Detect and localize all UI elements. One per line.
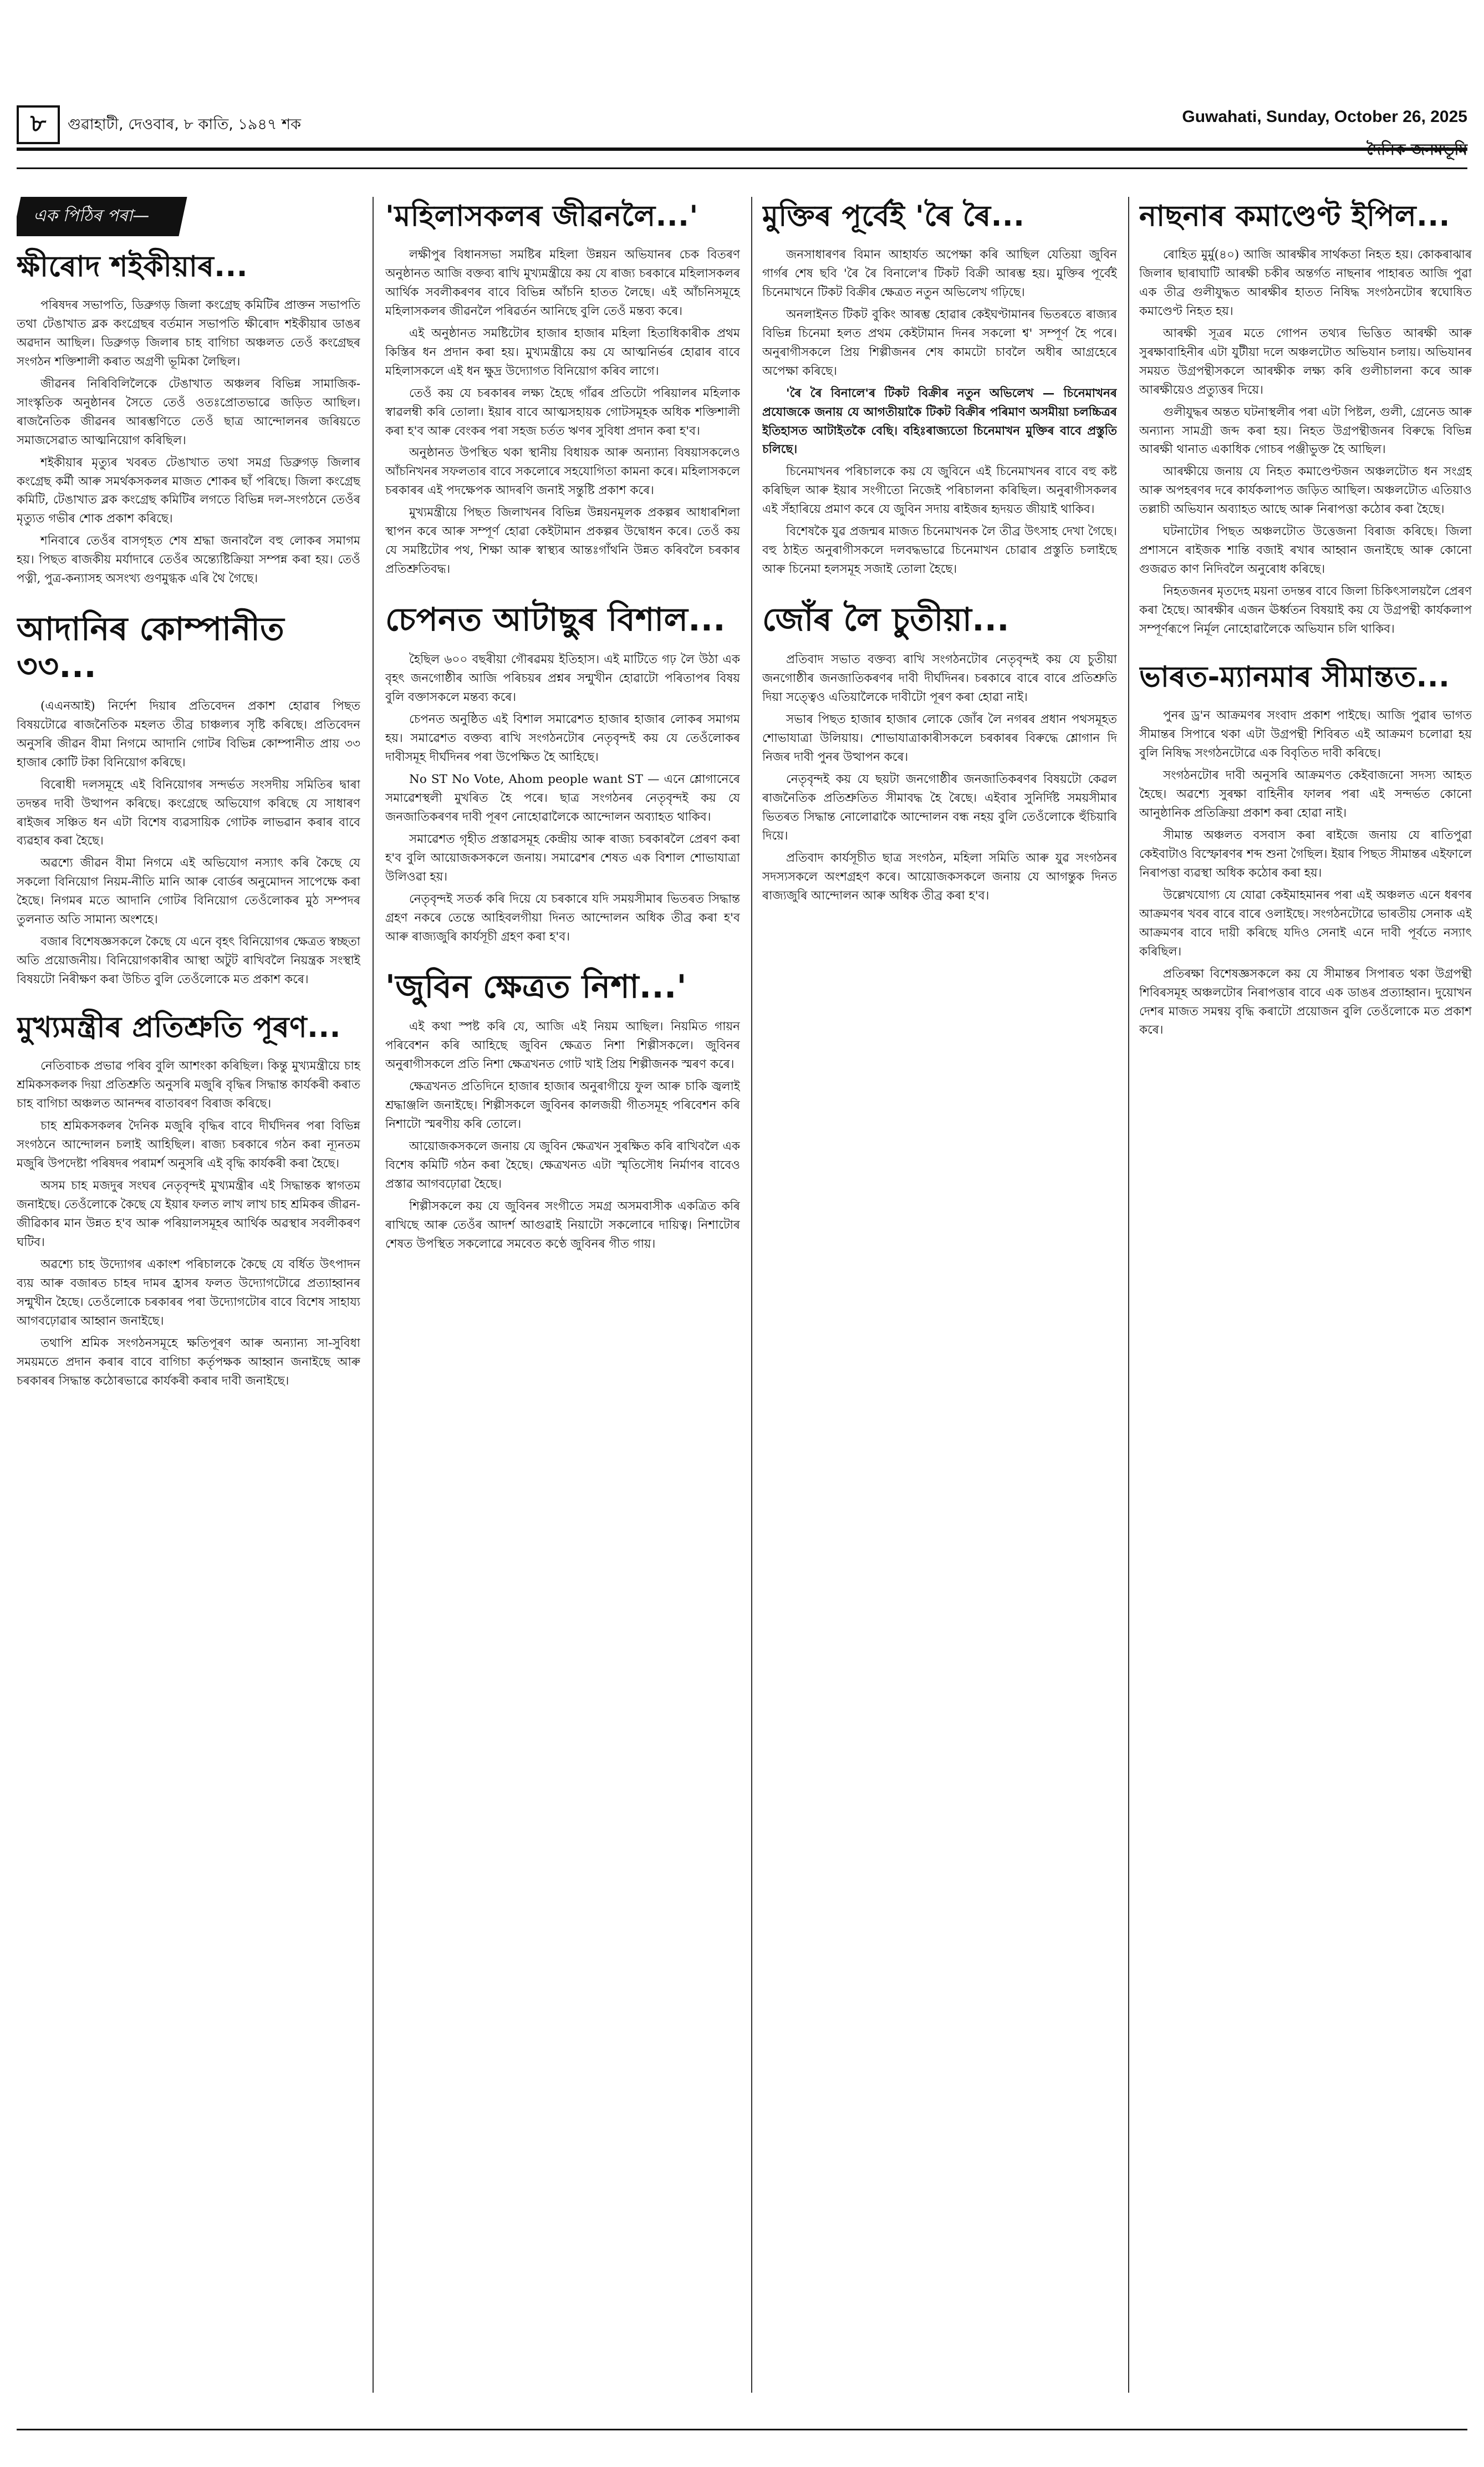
- paragraph: ক্ষেত্ৰখনত প্ৰতিদিনে হাজাৰ হাজাৰ অনুৰাগীয়ে ফুল আৰু চাকি জ্বলাই শ্ৰদ্ধাঞ্জলি জনাইছে। শিল্পীসকলে জুবিনৰ কালজয়ী গীতসমূহ পৰিবেশন কৰি নিশাটো স্মৰণীয় কৰি তোলে।: [385, 1080, 740, 1132]
- paragraph: শনিবাৰে তেওঁৰ বাসগৃহত শেষ শ্ৰদ্ধা জনাবলৈ বহু লোকৰ সমাগম হয়। পিছত ৰাজকীয় মৰ্যাদাৰে তেওঁৰ অন্ত্যেষ্টিক্ৰিয়া সম্পন্ন কৰা হয়। তেওঁ পত্নী, পুত্ৰ-কন্যাসহ অসংখ্য গুণমুগ্ধক এৰি থৈ গৈছে।: [17, 534, 360, 586]
- paragraph: বিশেষকৈ যুৱ প্ৰজন্মৰ মাজত চিনেমাখনক লৈ তীব্ৰ উৎসাহ দেখা গৈছে। বহু ঠাইত অনুৰাগীসকলে দলবদ্ধভাৱে চিনেমাখন চোৱাৰ প্ৰস্তুতি চলাইছে আৰু চিনেমা হলসমূহ সজাই তোলা হৈছে।: [762, 525, 1117, 577]
- paragraph: 'ৰৈ ৰৈ বিনালে'ৰ টিকট বিক্ৰীৰ নতুন অভিলেখ — চিনেমাখনৰ প্ৰযোজকে জনায় যে আগতীয়াকৈ টিকট বিক্ৰীৰ পৰিমাণ অসমীয়া চলচ্চিত্ৰৰ ইতিহাসত আটাইতকৈ বেছি। বহিঃৰাজ্যতো চিনেমাখন মুক্তিৰ বাবে প্ৰস্তুতি চলিছে।: [762, 386, 1117, 457]
- paragraph: আৰক্ষীয়ে জনায় যে নিহত কমাণ্ডেণ্টজন অঞ্চলটোত ধন সংগ্ৰহ আৰু অপহৰণৰ দৰে কাৰ্যকলাপত জড়িত আছিল। অঞ্চলটোত এতিয়াও তল্লাচী অভিযান অব্যাহত আছে আৰু নিৰাপত্তা কঠোৰ কৰা হৈছে।: [1139, 465, 1472, 517]
- article-headline: চেপনত আটাছুৰ বিশাল...: [385, 601, 726, 639]
- paragraph: ঘটনাটোৰ পিছত অঞ্চলটোত উত্তেজনা বিৰাজ কৰিছে। জিলা প্ৰশাসনে ৰাইজক শান্তি বজাই ৰখাৰ আহ্বান জনাইছে আৰু কোনো গুজৱত কাণ নিদিবলৈ অনুৰোধ কৰিছে।: [1139, 525, 1472, 577]
- column-divider: [751, 197, 752, 2393]
- date-assamese: গুৱাহাটী, দেওবাৰ, ৮ কাতি, ১৯৪৭ শক: [68, 116, 301, 133]
- paper-name: দৈনিক জনমভূমি: [1366, 140, 1467, 159]
- article-chief-minister-promise: [17, 1011, 360, 1390]
- paragraph: অৱশ্যে জীৱন বীমা নিগমে এই অভিযোগ নস্যাৎ কৰি কৈছে যে সকলো বিনিয়োগ নিয়ম-নীতি মানি আৰু বোৰ্ডৰ অনুমোদন সাপেক্ষে কৰা হৈছে। নিগমৰ মতে আদানি গোটৰ বিনিয়োগ তেওঁলোকৰ মুঠ সম্পদৰ তুলনাত অতি সামান্য অংশহে।: [17, 856, 360, 927]
- article-headline: 'জুবিন ক্ষেত্ৰত নিশা...': [385, 968, 687, 1006]
- article-women-lives: [385, 200, 740, 579]
- masthead: [17, 105, 1467, 177]
- header-rule: [17, 147, 1467, 151]
- column-divider: [1128, 197, 1129, 2393]
- paragraph: জীৱনৰ নিৰিবিলিলৈকে টেঙাখাত অঞ্চলৰ বিভিন্ন সামাজিক-সাংস্কৃতিক অনুষ্ঠানৰ সৈতে তেওঁ ওতঃপ্ৰোতভাৱে জড়িত আছিল। ৰাজনৈতিক জীৱনৰ আৰম্ভণিতে তেওঁ ছাত্ৰ আন্দোলনৰ জৰিয়তে সমাজসেৱাত আত্মনিয়োগ কৰিছিল।: [17, 377, 360, 447]
- article-body: [385, 650, 740, 947]
- paragraph: প্ৰতিবাদ সভাত বক্তব্য ৰাখি সংগঠনটোৰ নেতৃবৃন্দই কয় যে চুতীয়া জনগোষ্ঠীৰ জনজাতিকৰণৰ দাবী দীৰ্ঘদিনৰ। চৰকাৰে বাৰে বাৰে প্ৰতিশ্ৰুতি দিয়া সত্ত্বেও এতিয়ালৈকে দাবীটো পূৰণ কৰা হোৱা নাই।: [762, 652, 1117, 704]
- article-body: [762, 246, 1117, 579]
- paragraph: অসম চাহ মজদুৰ সংঘৰ নেতৃবৃন্দই মুখ্যমন্ত্ৰীৰ এই সিদ্ধান্তক স্বাগতম জনাইছে। তেওঁলোকে কৈছে যে ইয়াৰ ফলত লাখ লাখ চাহ শ্ৰমিকৰ জীৱন-জীৱিকাৰ মান উন্নত হ'ব আৰু পৰিয়ালসমূহৰ আৰ্থিক অৱস্থাৰ সবলীকৰণ ঘটিব।: [17, 1178, 360, 1249]
- paragraph: হৈছিল ৬০০ বছৰীয়া গৌৰৱময় ইতিহাস। এই মাটিতে গঢ় লৈ উঠা এক বৃহৎ জনগোষ্ঠীৰ আজি পৰিচয়ৰ প্ৰশ্নৰ সন্মুখীন হোৱাটো পৰিতাপৰ বিষয় বুলি বক্তাসকলে মন্তব্য কৰে।: [385, 652, 740, 704]
- article-kshirod-saikia: [17, 251, 360, 588]
- paragraph: প্ৰতিবাদ কাৰ্যসূচীত ছাত্ৰ সংগঠন, মহিলা সমিতি আৰু যুৱ সংগঠনৰ সদস্যসকলে অংশগ্ৰহণ কৰে। আয়োজকসকলে জনায় যে আগন্তুক দিনত ৰাজ্যজুৰি আন্দোলন আৰু অধিক তীব্ৰ কৰা হ'ব।: [762, 851, 1117, 903]
- paragraph: শিল্পীসকলে কয় যে জুবিনৰ সংগীতে সমগ্ৰ অসমবাসীক একত্ৰিত কৰি ৰাখিছে আৰু তেওঁৰ আদৰ্শ আগুৱাই নিয়াটো সকলোৰে দায়িত্ব। নিশাটোৰ শেষত উপস্থিত সকলোৱে সমবেত কণ্ঠে জুবিনৰ গীত গায়।: [385, 1199, 740, 1251]
- article-roi-roi-binale: [762, 200, 1117, 579]
- article-headline: 'মহিলাসকলৰ জীৱনলৈ...': [385, 200, 698, 233]
- paragraph: মুখ্যমন্ত্ৰীয়ে পিছত জিলাখনৰ বিভিন্ন উন্নয়নমূলক প্ৰকল্পৰ আধাৰশিলা স্থাপন কৰে আৰু সম্পূৰ্ণ হোৱা কেইটামান প্ৰকল্পৰ উদ্বোধন কৰে। তেওঁ কয় যে সমষ্টিটোৰ পথ, শিক্ষা আৰু স্বাস্থ্যৰ আন্তঃগাঁথনি উন্নত কৰিবলৈ চৰকাৰ প্ৰতিশ্ৰুতিবদ্ধ।: [385, 506, 740, 577]
- article-headline: জোঁৰ লৈ চুতীয়া...: [762, 601, 1009, 639]
- article-body: [17, 1057, 360, 1390]
- article-sepon-rally: [385, 601, 740, 946]
- paragraph: চাহ শ্ৰমিকসকলৰ দৈনিক মজুৰি বৃদ্ধিৰ বাবে দীৰ্ঘদিনৰ পৰা বিভিন্ন সংগঠনে আন্দোলন চলাই আহিছিল। ৰাজ্য চৰকাৰে গঠন কৰা ন্যূনতম মজুৰি উপদেষ্টা পৰিষদৰ পৰামৰ্শ অনুসৰি এই বৃদ্ধি কাৰ্যকৰী কৰা হৈছে।: [17, 1118, 360, 1171]
- paragraph: লক্ষীপুৰ বিধানসভা সমষ্টিৰ মহিলা উন্নয়ন অভিযানৰ চেক বিতৰণ অনুষ্ঠানত আজি বক্তব্য ৰাখি মুখ্যমন্ত্ৰীয়ে কয় যে ৰাজ্য চৰকাৰে মহিলাসকলৰ আৰ্থিক সবলীকৰণৰ বাবে বিভিন্ন আঁচনি হাতত লৈছে। এই আঁচনিসমূহে মহিলাসকলৰ জীৱনলৈ পৰিৱৰ্তন আনিছে বুলি তেওঁ মন্তব্য কৰে।: [385, 247, 740, 318]
- paragraph: জনসাধাৰণৰ বিমান আহাৰ্যত অপেক্ষা কৰি আছিল যেতিয়া জুবিন গাৰ্গৰ শেষ ছবি 'ৰৈ ৰৈ বিনালে'ৰ টিকট বিক্ৰী আৰম্ভ হয়। মুক্তিৰ পূৰ্বেই চিনেমাখনে টিকট বিক্ৰীৰ ক্ষেত্ৰত নতুন অভিলেখ গঢ়িছে।: [762, 247, 1117, 299]
- paragraph: অনলাইনত টিকট বুকিং আৰম্ভ হোৱাৰ কেইঘণ্টামানৰ ভিতৰতে ৰাজ্যৰ বিভিন্ন চিনেমা হলত প্ৰথম কেইটামান দিনৰ সকলো শ্ব' সম্পূৰ্ণ হৈ পৰে। অনুৰাগীসকলে প্ৰিয় শিল্পীজনৰ শেষ কামটো চাবলৈ অধীৰ আগ্ৰহেৰে অপেক্ষা কৰিছে।: [762, 307, 1117, 378]
- article-headline: মুক্তিৰ পূৰ্বেই 'ৰৈ ৰৈ...: [762, 200, 1025, 233]
- column-3: [762, 197, 1117, 2393]
- paragraph: অৱশ্যে চাহ উদ্যোগৰ একাংশ পৰিচালকে কৈছে যে বৰ্ধিত উৎপাদন ব্যয় আৰু বজাৰত চাহৰ দামৰ হ্ৰাসৰ ফলত উদ্যোগটোৱে প্ৰত্যাহ্বানৰ সন্মুখীন হৈছে। তেওঁলোকে চৰকাৰৰ পৰা উদ্যোগটোৰ বাবে বিশেষ সাহায্য আগবঢ়োৱাৰ আহ্বান জনাইছে।: [17, 1257, 360, 1328]
- column-2: [385, 197, 740, 2393]
- paragraph: প্ৰতিৰক্ষা বিশেষজ্ঞসকলে কয় যে সীমান্তৰ সিপাৰত থকা উগ্ৰপন্থী শিবিৰসমূহ অঞ্চলটোৰ নিৰাপত্তাৰ বাবে এক ডাঙৰ প্ৰত্যাহ্বান। দুয়োখন দেশৰ মাজত সমন্বয় বৃদ্ধি কৰাটো প্ৰয়োজন বুলি তেওঁলোকে মত প্ৰকাশ কৰে।: [1139, 967, 1472, 1037]
- paragraph: ৰোহিত মুৰ্মু(৪০) আজি আৰক্ষীৰ সাৰ্থকতা নিহত হয়। কোকৰাঝাৰ জিলাৰ ছাৰাঘাটি আৰক্ষী চকীৰ অন্তৰ্গত নাছনাৰ পাহাৰত আজি পুৱা এক তীব্ৰ গুলীযুদ্ধত আৰক্ষীৰ হাতত নিষিদ্ধ সংগঠনটোৰ স্বঘোষিত কমাণ্ডেণ্ট নিহত হয়।: [1139, 247, 1472, 318]
- paragraph: (এএনআই) নিৰ্দেশ দিয়াৰ প্ৰতিবেদন প্ৰকাশ হোৱাৰ পিছত বিষয়টোৱে ৰাজনৈতিক মহলত তীব্ৰ চাঞ্চল্যৰ সৃষ্টি কৰিছে। প্ৰতিবেদন অনুসৰি জীৱন বীমা নিগমে আদানি গোটৰ বিভিন্ন কোম্পানীত প্ৰায় ৩৩ হাজাৰ কোটি টকা বিনিয়োগ কৰিছে।: [17, 699, 360, 770]
- paragraph: এই কথা স্পষ্ট কৰি যে, আজি এই নিয়ম আছিল। নিয়মিত গায়ন পৰিবেশন কৰি আহিছে জুবিন ক্ষেত্ৰত নিশা শিল্পীসকলে। জুবিনৰ অনুৰাগীসকলে প্ৰতি নিশা ক্ষেত্ৰখনত গোট খাই প্ৰিয় শিল্পীজনক স্মৰণ কৰে।: [385, 1020, 740, 1072]
- footer-rule: [17, 2429, 1467, 2430]
- paragraph: বজাৰ বিশেষজ্ঞসকলে কৈছে যে এনে বৃহৎ বিনিয়োগৰ ক্ষেত্ৰত স্বচ্ছতা অতি প্ৰয়োজনীয়। বিনিয়োগকাৰীৰ আস্থা অটুট ৰাখিবলৈ নিয়ন্ত্ৰক সংস্থাই বিষয়টো নিৰীক্ষণ কৰা উচিত বুলি তেওঁলোকে মত প্ৰকাশ কৰে।: [17, 935, 360, 987]
- article-india-myanmar-border: [1139, 661, 1472, 1040]
- column-divider: [373, 197, 374, 2393]
- column-4: [1139, 197, 1472, 2393]
- paragraph: পৰিষদৰ সভাপতি, ডিব্ৰুগড় জিলা কংগ্ৰেছ কমিটিৰ প্ৰাক্তন সভাপতি তথা টেঙাখাত ব্লক কংগ্ৰেছৰ বৰ্তমান সভাপতি ক্ষীৰোদ শইকীয়াৰ ডাঙৰ অৱদান আছিল। ডিব্ৰুগড় জিলাৰ চাহ বাগিচা অঞ্চলত তেওঁ কংগ্ৰেছৰ সংগঠন শক্তিশালী কৰাত অগ্ৰণী ভূমিকা লৈছিল।: [17, 298, 360, 369]
- article-headline: মুখ্যমন্ত্ৰীৰ প্ৰতিশ্ৰুতি পূৰণ...: [17, 1011, 341, 1045]
- page-number: ৮: [17, 105, 60, 144]
- paragraph: তেওঁ কয় যে চৰকাৰৰ লক্ষ্য হৈছে গাঁৱৰ প্ৰতিটো পৰিয়ালৰ মহিলাক স্বাৱলম্বী কৰি তোলা। ইয়াৰ বাবে আত্মসহায়ক গোটসমূহক অধিক শক্তিশালী কৰা হ'ব আৰু বেংকৰ পৰা সহজ চৰ্তত ঋণৰ সুবিধা প্ৰদান কৰা হ'ব।: [385, 386, 740, 438]
- paragraph: তথাপি শ্ৰমিক সংগঠনসমূহে ক্ষতিপূৰণ আৰু অন্যান্য সা-সুবিধা সময়মতে প্ৰদান কৰাৰ বাবে বাগিচা কৰ্তৃপক্ষক আহ্বান জনাইছে আৰু চৰকাৰৰ সিদ্ধান্ত কঠোৰভাৱে কাৰ্যকৰী কৰাৰ দাবী জনাইছে।: [17, 1336, 360, 1388]
- article-body: [385, 246, 740, 579]
- paragraph: উল্লেখযোগ্য যে যোৱা কেইমাহমানৰ পৰা এই অঞ্চলত এনে ধৰণৰ আক্ৰমণৰ খবৰ বাৰে বাৰে ওলাইছে। সংগঠনটোৱে ভাৰতীয় সেনাক এই আক্ৰমণৰ বাবে দায়ী কৰিছে যদিও সেনাই এনে দাবী পূৰ্বতে নস্যাৎ কৰিছিল।: [1139, 888, 1472, 959]
- paragraph: চেপনত অনুষ্ঠিত এই বিশাল সমাৱেশত হাজাৰ হাজাৰ লোকৰ সমাগম হয়। সমাৱেশত বক্তব্য ৰাখি সংগঠনটোৰ নেতৃবৃন্দই কয় যে তেওঁলোকৰ দাবীসমূহ দীৰ্ঘদিনৰ পৰা উপেক্ষিত হৈ আহিছে।: [385, 712, 740, 764]
- paragraph: চিনেমাখনৰ পৰিচালকে কয় যে জুবিনে এই চিনেমাখনৰ বাবে বহু কষ্ট কৰিছিল আৰু ইয়াৰ সংগীতো নিজেই পৰিচালনা কৰিছিল। অনুৰাগীসকলৰ এই সঁহাৰিয়ে প্ৰমাণ কৰে যে জুবিন সদায় ৰাইজৰ হৃদয়ত জীয়াই থাকিব।: [762, 465, 1117, 517]
- article-headline: নাছনাৰ কমাণ্ডেণ্ট ইপিল...: [1139, 200, 1450, 233]
- paragraph: এই অনুষ্ঠানত সমষ্টিটোৰ হাজাৰ হাজাৰ মহিলা হিতাধিকাৰীক প্ৰথম কিস্তিৰ ধন প্ৰদান কৰা হয়। মুখ্যমন্ত্ৰীয়ে কয় যে আত্মনিৰ্ভৰ হোৱাৰ বাবে মহিলাসকলে এই ধন ক্ষুদ্ৰ উদ্যোগত বিনিয়োগ কৰিব লাগে।: [385, 326, 740, 378]
- article-body: [1139, 246, 1472, 639]
- article-body: [17, 697, 360, 990]
- paragraph: গুলীযুদ্ধৰ অন্তত ঘটনাস্থলীৰ পৰা এটা পিষ্টল, গুলী, গ্ৰেনেড আৰু অন্যান্য সামগ্ৰী জব্দ কৰা হয়। নিহত উগ্ৰপন্থীজনৰ বিৰুদ্ধে বিভিন্ন আৰক্ষী থানাত একাধিক গোচৰ পঞ্জীভুক্ত হৈ আছিল।: [1139, 405, 1472, 457]
- article-adani-company: [17, 611, 360, 989]
- section-kicker: এক পিঠিৰ পৰা—: [17, 197, 187, 236]
- paragraph: নেতিবাচক প্ৰভাৱ পৰিব বুলি আশংকা কৰিছিল। কিন্তু মুখ্যমন্ত্ৰীয়ে চাহ শ্ৰমিকসকলক দিয়া প্ৰতিশ্ৰুতি অনুসৰি মজুৰি বৃদ্ধিৰ সিদ্ধান্ত কাৰ্যকৰী কৰাত চাহ বাগিচা অঞ্চলত আনন্দৰ বাতাবৰণ বিৰাজ কৰিছে।: [17, 1059, 360, 1111]
- paragraph: সমাৱেশত গৃহীত প্ৰস্তাৱসমূহ কেন্দ্ৰীয় আৰু ৰাজ্য চৰকাৰলৈ প্ৰেৰণ কৰা হ'ব বুলি আয়োজকসকলে জনায়। সমাৱেশৰ শেষত এক বিশাল শোভাযাত্ৰা উলিওৱা হয়।: [385, 832, 740, 884]
- paragraph: আয়োজকসকলে জনায় যে জুবিন ক্ষেত্ৰখন সুৰক্ষিত কৰি ৰাখিবলৈ এক বিশেষ কমিটি গঠন কৰা হৈছে। ক্ষেত্ৰখনত এটা স্মৃতিসৌধ নিৰ্মাণৰ বাবেও প্ৰস্তাৱ আগবঢ়োৱা হৈছে।: [385, 1139, 740, 1191]
- header-rule-secondary: [17, 167, 1467, 169]
- paragraph: সভাৰ পিছত হাজাৰ হাজাৰ লোকে জোঁৰ লৈ নগৰৰ প্ৰধান পথসমূহত শোভাযাত্ৰা উলিয়ায়। শোভাযাত্ৰাকাৰীসকলে চৰকাৰৰ বিৰুদ্ধে শ্লোগান দি নিজৰ দাবী পুনৰ উত্থাপন কৰে।: [762, 712, 1117, 764]
- paragraph: সীমান্ত অঞ্চলত বসবাস কৰা ৰাইজে জনায় যে ৰাতিপুৱা কেইবাটাও বিস্ফোৰণৰ শব্দ শুনা গৈছিল। ইয়াৰ পিছত সীমান্তৰ এইফালে নিৰাপত্তা ব্যৱস্থা অধিক কঠোৰ কৰা হয়।: [1139, 828, 1472, 880]
- article-zubeen-night: [385, 968, 740, 1253]
- paragraph: নেতৃবৃন্দই সতৰ্ক কৰি দিয়ে যে চৰকাৰে যদি সময়সীমাৰ ভিতৰত সিদ্ধান্ত গ্ৰহণ নকৰে তেন্তে আহিবলগীয়া দিনত আন্দোলন অধিক তীব্ৰ কৰা হ'ব আৰু ৰাজ্যজুৰি কাৰ্যসূচী গ্ৰহণ কৰা হ'ব।: [385, 892, 740, 944]
- paragraph: পুনৰ ড্ৰ'ন আক্ৰমণৰ সংবাদ প্ৰকাশ পাইছে। আজি পুৱাৰ ভাগত সীমান্তৰ সিপাৰে থকা এটা উগ্ৰপন্থী শিবিৰত এই আক্ৰমণ চলোৱা হয় বুলি নিষিদ্ধ সংগঠনটোৱে এক বিবৃতিত দাবী কৰিছে।: [1139, 708, 1472, 760]
- article-nachna-commandant: [1139, 200, 1472, 639]
- article-headline: ভাৰত-ম্যানমাৰ সীমান্তত...: [1139, 660, 1450, 694]
- article-body: [1139, 706, 1472, 1040]
- paragraph: আৰক্ষী সূত্ৰৰ মতে গোপন তথ্যৰ ভিত্তিত আৰক্ষী আৰু সুৰক্ষাবাহিনীৰ এটা যুটীয়া দলে অঞ্চলটোত অভিযান চলায়। অভিযানৰ সময়ত উগ্ৰপন্থীসকলে আৰক্ষীক লক্ষ্য কৰি গুলীচালনা কৰে আৰু আৰক্ষীয়েও প্ৰত্যুত্তৰ দিয়ে।: [1139, 326, 1472, 397]
- column-1: [17, 197, 360, 2393]
- paragraph: নিহতজনৰ মৃতদেহ ময়না তদন্তৰ বাবে জিলা চিকিৎসালয়লৈ প্ৰেৰণ কৰা হৈছে। আৰক্ষীৰ এজন ঊৰ্ধ্বতন বিষয়াই কয় যে উগ্ৰপন্থী কাৰ্যকলাপ সম্পূৰ্ণৰূপে নিৰ্মূল নোহোৱালৈকে অভিযান চলি থাকিব।: [1139, 584, 1472, 637]
- article-body: [762, 650, 1117, 906]
- article-chutia-torch: [762, 601, 1117, 905]
- article-body: [17, 296, 360, 589]
- date-english: Guwahati, Sunday, October 26, 2025: [1182, 108, 1467, 126]
- article-body: [385, 1018, 740, 1254]
- article-headline: আদানিৰ কোম্পানীত ৩৩...: [17, 610, 285, 685]
- paragraph: অনুষ্ঠানত উপস্থিত থকা স্থানীয় বিধায়ক আৰু অন্যান্য বিষয়াসকলেও আঁচনিখনৰ সফলতাৰ বাবে সকলোৰে সহযোগিতা কামনা কৰে। মহিলাসকলে চৰকাৰৰ এই পদক্ষেপক আদৰণি জনাই সন্তুষ্টি প্ৰকাশ কৰে।: [385, 446, 740, 498]
- paragraph: No ST No Vote, Ahom people want ST — এনে শ্লোগানেৰে সমাৱেশস্থলী মুখৰিত হৈ পৰে। ছাত্ৰ সংগঠনৰ নেতৃবৃন্দই কয় যে জনজাতিকৰণৰ দাবী পূৰণ নোহোৱালৈকে আন্দোলন অব্যাহত থাকিব।: [385, 772, 740, 824]
- paragraph: সংগঠনটোৰ দাবী অনুসৰি আক্ৰমণত কেইবাজনো সদস্য আহত হৈছে। অৱশ্যে সুৰক্ষা বাহিনীৰ ফালৰ পৰা এই সন্দৰ্ভত কোনো আনুষ্ঠানিক প্ৰতিক্ৰিয়া প্ৰকাশ কৰা হোৱা নাই।: [1139, 768, 1472, 820]
- article-headline: ক্ষীৰোদ শইকীয়াৰ...: [17, 250, 248, 283]
- paragraph: শইকীয়াৰ মৃত্যুৰ খবৰত টেঙাখাত তথা সমগ্ৰ ডিব্ৰুগড় জিলাৰ কংগ্ৰেছ কৰ্মী আৰু সমৰ্থকসকলৰ মাজত শোকৰ ছাঁ পৰিছে। জিলা কংগ্ৰেছ কমিটি, টেঙাখাত ব্লক কংগ্ৰেছ কমিটিৰ লগতে বিভিন্ন দল-সংগঠনে তেওঁৰ মৃত্যুত গভীৰ শোক প্ৰকাশ কৰিছে।: [17, 455, 360, 526]
- paragraph: নেতৃবৃন্দই কয় যে ছয়টা জনগোষ্ঠীৰ জনজাতিকৰণৰ বিষয়টো কেৱল ৰাজনৈতিক প্ৰতিশ্ৰুতিত সীমাবদ্ধ হৈ ৰৈছে। এইবাৰ সুনিৰ্দিষ্ট সময়সীমাৰ ভিতৰত সিদ্ধান্ত নোলোৱাকৈ আন্দোলন বন্ধ নহয় বুলি তেওঁলোকে হুঁচিয়াৰি দিয়ে।: [762, 772, 1117, 843]
- paragraph: বিৰোধী দলসমূহে এই বিনিয়োগৰ সন্দৰ্ভত সংসদীয় সমিতিৰ দ্বাৰা তদন্তৰ দাবী উত্থাপন কৰিছে। কংগ্ৰেছে অভিযোগ কৰিছে যে সাধাৰণ ৰাইজৰ সঞ্চিত ধন এটা বিশেষ ব্যৱসায়িক গোটক লাভৱান কৰাৰ বাবে ব্যৱহাৰ কৰা হৈছে।: [17, 777, 360, 848]
